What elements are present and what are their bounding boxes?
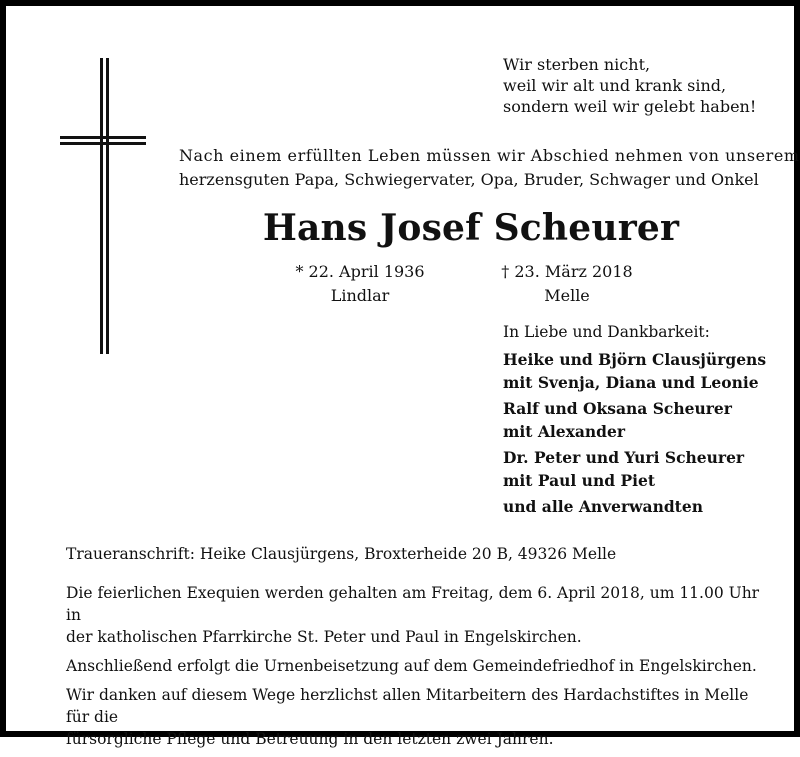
poem-line: weil wir alt und krank sind, bbox=[503, 76, 727, 95]
mourner-line: Heike und Björn Clausjürgens bbox=[503, 350, 767, 369]
mourner-line: Ralf und Oksana Scheurer bbox=[503, 399, 732, 418]
mourners-block bbox=[503, 320, 766, 521]
birth-info bbox=[290, 260, 430, 308]
mourner-line: mit Alexander bbox=[503, 422, 626, 441]
mourner-line: Dr. Peter und Yuri Scheurer bbox=[503, 448, 745, 467]
mourner-line: mit Svenja, Diana und Leonie bbox=[503, 373, 759, 392]
mourner-family bbox=[503, 495, 766, 518]
poem-line: Wir sterben nicht, bbox=[503, 55, 651, 74]
poem bbox=[503, 54, 756, 117]
mourner-line: und alle Anverwandten bbox=[503, 497, 703, 516]
intro-text bbox=[179, 144, 800, 192]
birth-place: Lindlar bbox=[330, 286, 390, 305]
notice-line: Die feierlichen Exequien werden gehalten am Freitag, dem 6. April 2018, um 11.00 Uhr in bbox=[66, 584, 760, 624]
intro-line: herzensguten Papa, Schwiegervater, Opa, Bruder, Schwager und Onkel bbox=[179, 170, 759, 189]
death-place: Melle bbox=[544, 286, 590, 305]
poem-line: sondern weil wir gelebt haben! bbox=[503, 97, 757, 116]
death-info bbox=[497, 260, 637, 308]
mourning-address: Traueranschrift: Heike Clausjürgens, Broxterheide 20 B, 49326 Melle bbox=[66, 545, 617, 563]
mourners-intro: In Liebe und Dankbarkeit: bbox=[503, 323, 710, 341]
mourner-family bbox=[503, 446, 766, 492]
notice-line: der katholischen Pfarrkirche St. Peter und Paul in Engelskirchen. bbox=[66, 628, 582, 646]
death-date: † 23. März 2018 bbox=[501, 262, 633, 281]
deceased-name: Hans Josef Scheurer bbox=[262, 207, 680, 249]
notice-line: Anschließend erfolgt die Urnenbeisetzung auf dem Gemeindefriedhof in Engelskirchen. bbox=[66, 657, 757, 675]
mourner-family bbox=[503, 397, 766, 443]
mourner-family bbox=[503, 348, 766, 394]
mourner-line: mit Paul und Piet bbox=[503, 471, 656, 490]
notice-line: Wir danken auf diesem Wege herzlichst allen Mitarbeitern des Hardachstiftes in Melle für die bbox=[66, 686, 749, 726]
intro-line: Nach einem erfüllten Leben müssen wir Abschied nehmen von unserem bbox=[179, 146, 800, 165]
birth-date: * 22. April 1936 bbox=[295, 262, 425, 281]
notices bbox=[66, 575, 766, 757]
notice-line: fürsorgliche Pflege und Betreuung in den letzten zwei Jahren. bbox=[66, 730, 554, 748]
